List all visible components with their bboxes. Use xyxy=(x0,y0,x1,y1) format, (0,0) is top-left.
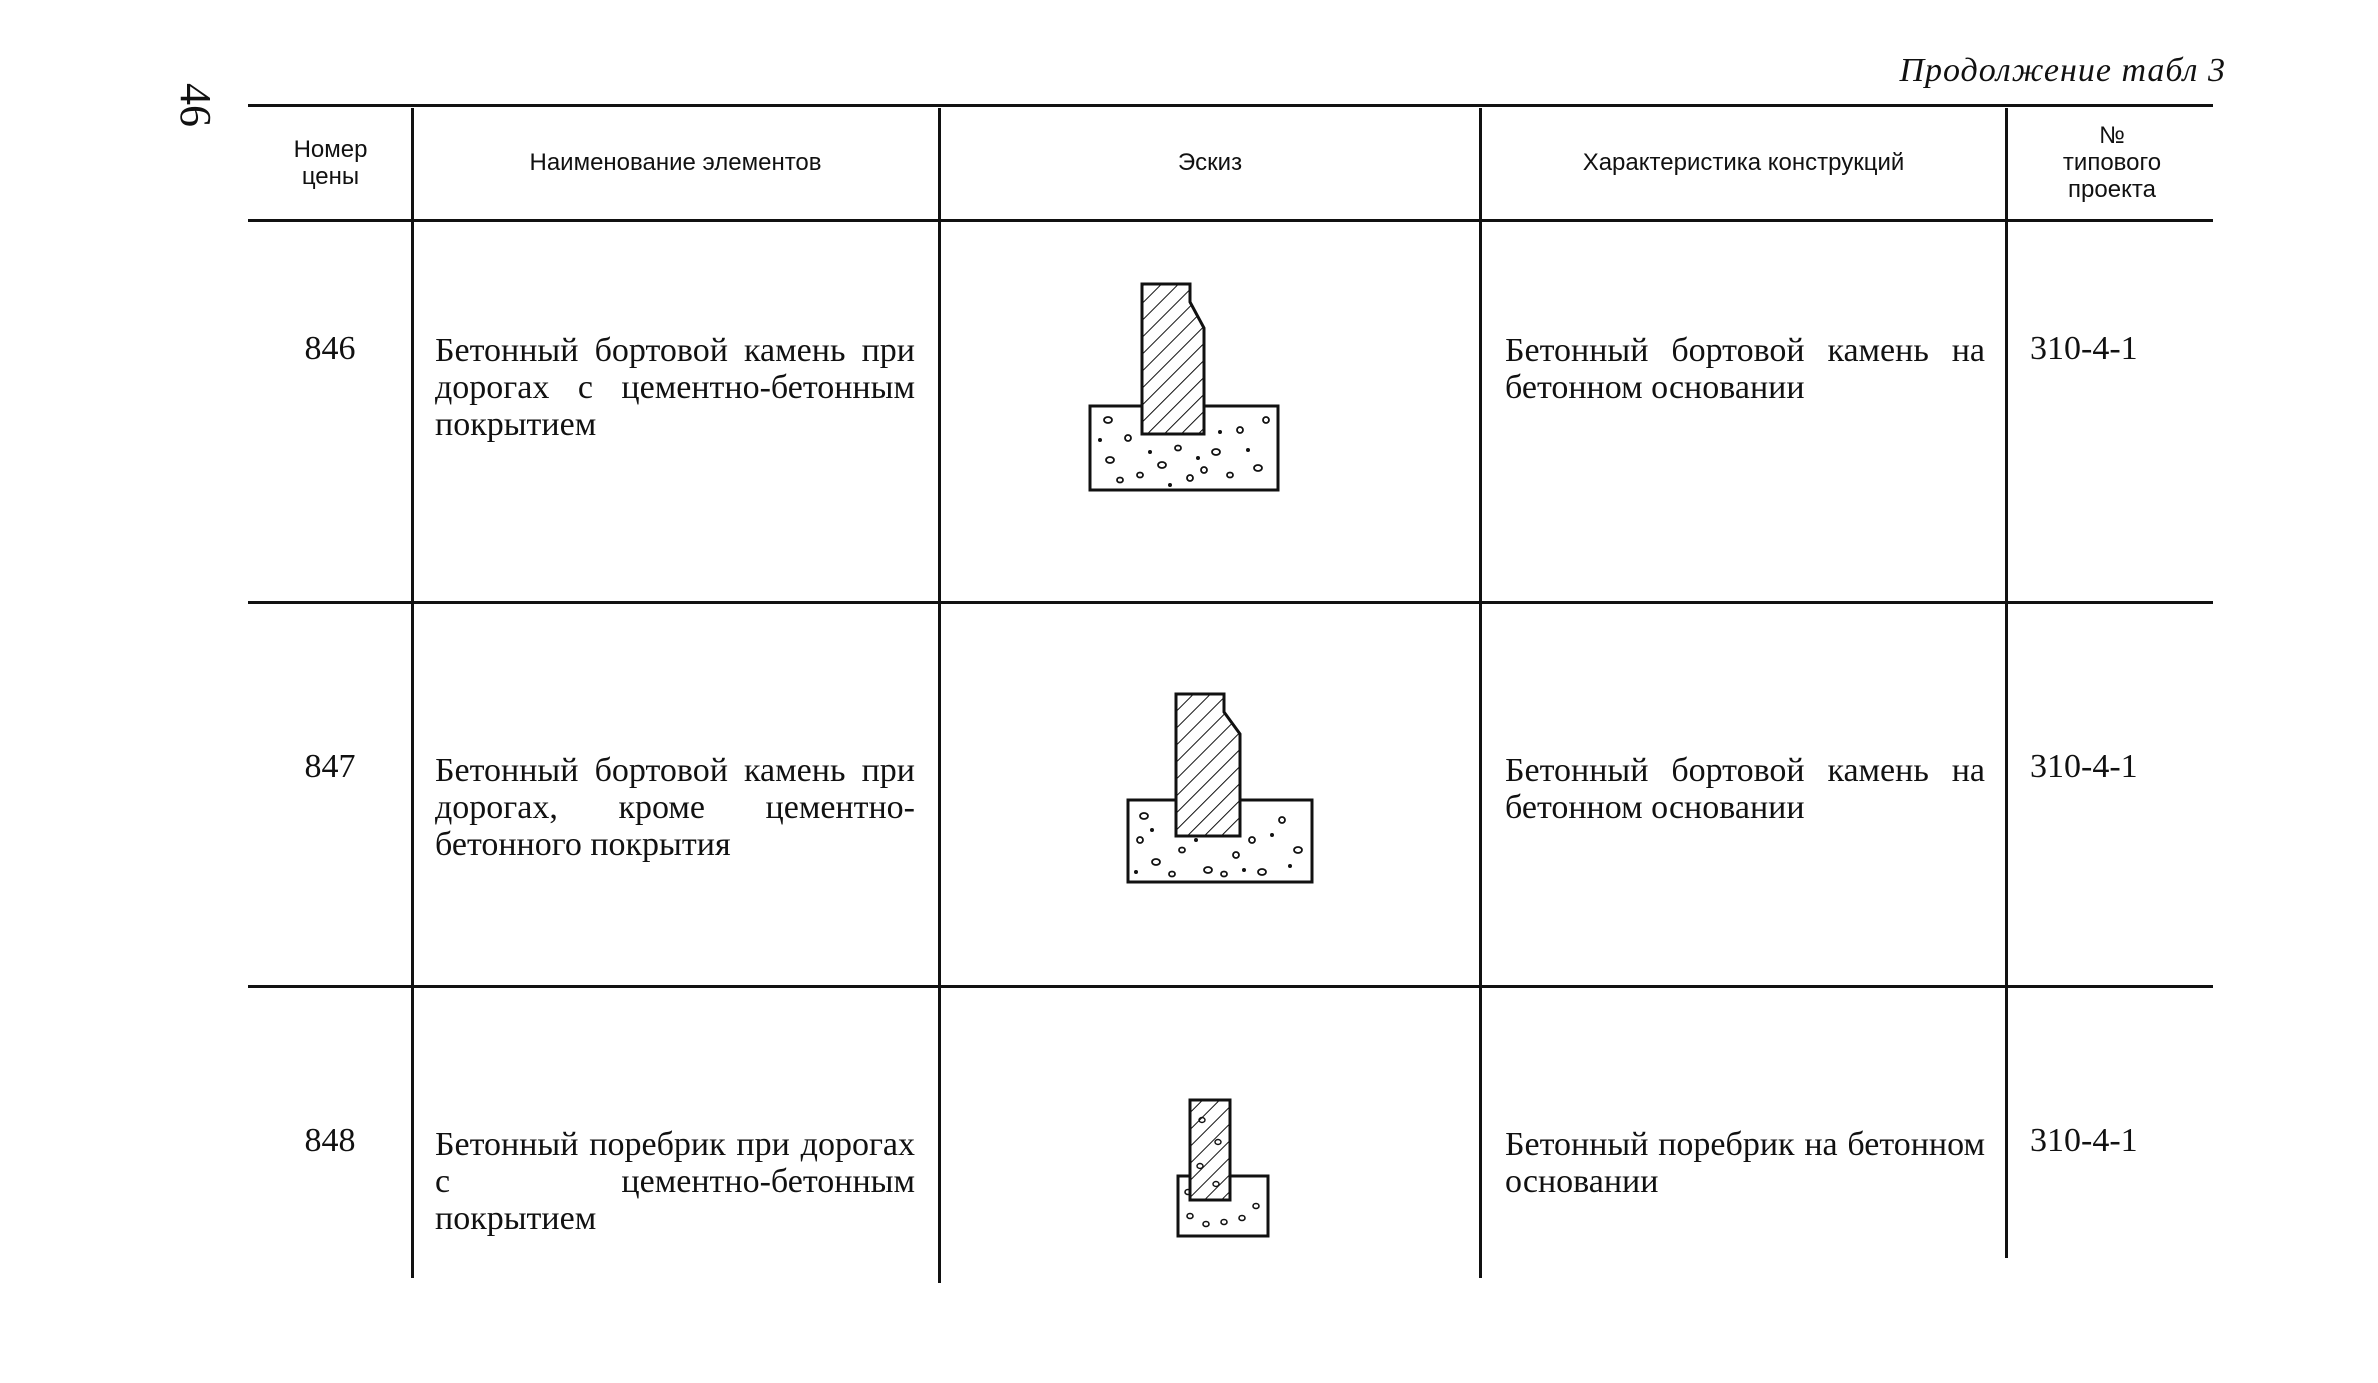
header-element-name: Наименование элементов xyxy=(529,149,822,176)
construction-characteristics: Бетонный поребрик на бетонном основании xyxy=(1505,1126,1985,1200)
element-name: Бетонный бортовой камень при дорогах, кроме цементно-бетонного покрытия xyxy=(435,752,915,863)
curb-stone-on-concrete-base-sketch xyxy=(1080,280,1300,500)
column-divider xyxy=(411,108,414,1278)
construction-characteristics: Бетонный бортовой камень на бетонном основании xyxy=(1505,332,1985,406)
header-characteristics: Характеристика конструкций xyxy=(1582,149,1905,176)
price-number: 848 xyxy=(304,1122,356,1159)
project-number: 310-4-1 xyxy=(2030,1122,2138,1159)
project-number: 310-4-1 xyxy=(2030,748,2138,785)
column-divider xyxy=(1479,108,1482,1278)
construction-characteristics: Бетонный бортовой камень на бетонном основании xyxy=(1505,752,1985,826)
header-bottom-rule xyxy=(248,219,2213,222)
price-number: 846 xyxy=(304,330,356,367)
column-divider xyxy=(2005,108,2008,1258)
row-divider xyxy=(248,985,2213,988)
element-name: Бетонный поребрик при дорогах с цементно-бетонным покрытием xyxy=(435,1126,915,1237)
page-number: 46 xyxy=(171,83,220,127)
element-name: Бетонный бортовой камень при дорогах с цементно-бетонным покрытием xyxy=(435,332,915,443)
column-divider xyxy=(938,108,941,1283)
small-curb-on-concrete-base-sketch xyxy=(1172,1096,1282,1246)
header-project-number: № типового проекта xyxy=(2062,122,2162,203)
table-continuation-caption: Продолжение табл 3 xyxy=(1899,52,2226,89)
row-divider xyxy=(248,601,2213,604)
price-number: 847 xyxy=(304,748,356,785)
header-price-number: Номер цены xyxy=(293,135,368,190)
header-sketch: Эскиз xyxy=(1177,149,1243,176)
table-top-rule xyxy=(248,104,2213,107)
curb-stone-on-concrete-base-sketch xyxy=(1112,690,1332,900)
project-number: 310-4-1 xyxy=(2030,330,2138,367)
